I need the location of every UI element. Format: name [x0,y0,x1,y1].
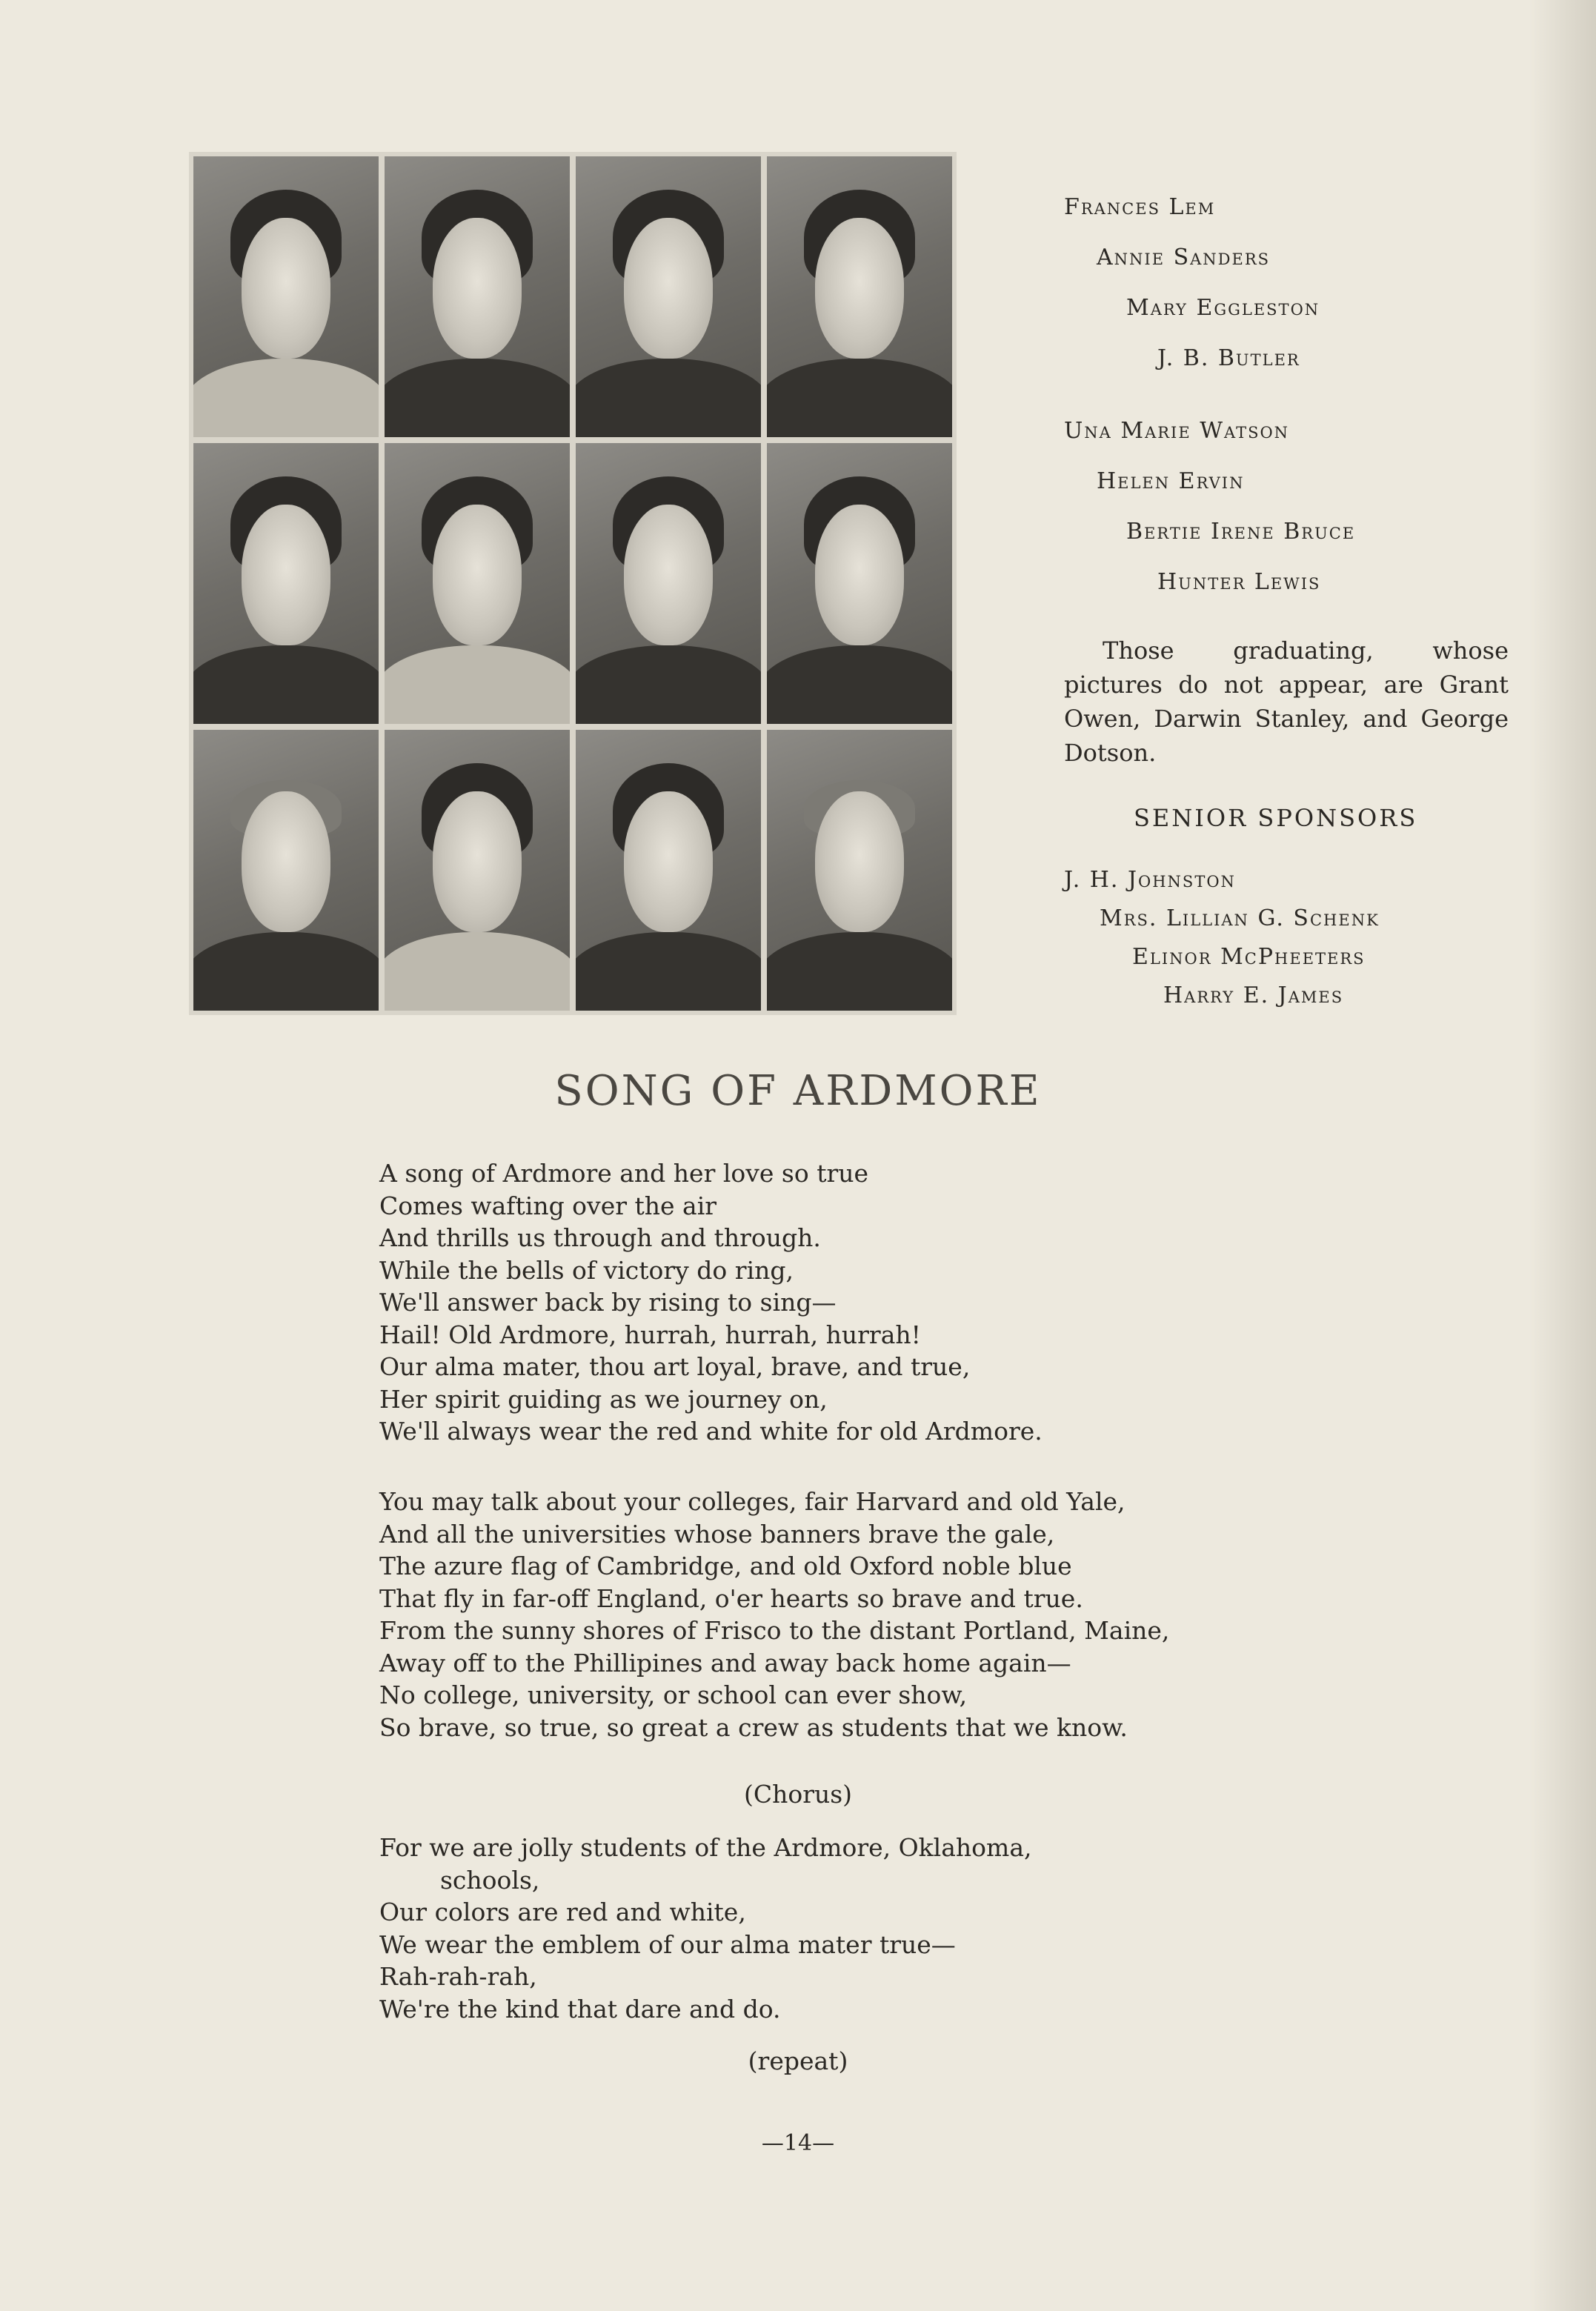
portrait-photo [385,730,570,1011]
senior-name: Mary Eggleston [1126,295,1320,321]
verse-line: A song of Ardmore and her love so true [379,1159,869,1188]
verse-line: The azure flag of Cambridge, and old Oxford noble blue [379,1552,1072,1580]
portrait-photo [767,156,952,437]
sponsor-name: Harry E. James [1163,982,1344,1008]
verse-line: Our alma mater, thou art loyal, brave, and true, [379,1352,971,1381]
song-chorus [379,1832,1343,2025]
verse-line: That fly in far-off England, o'er hearts so brave and true. [379,1583,1083,1613]
senior-name: Frances Lem [1064,194,1216,220]
verse-line: Comes wafting over the air [379,1191,717,1220]
verse-line: And all the universities whose banners brave the gale, [379,1519,1055,1549]
verse-line: While the bells of victory do ring, [379,1255,794,1285]
chorus-line: Our colors are red and white, [379,1898,746,1926]
verse-line: From the sunny shores of Frisco to the distant Portland, Maine, [379,1616,1170,1645]
chorus-line: For we are jolly students of the Ardmore, Oklahoma, [379,1833,1032,1862]
verse-line: You may talk about your colleges, fair Harvard and old Yale, [379,1487,1125,1516]
missing-pictures-note: Those graduating, whose pictures do not appear, are Grant Owen, Darwin Stanley, and George Dotson. [1064,636,1509,767]
portrait-photo [193,730,379,1011]
page-edge-shadow [1529,0,1596,2311]
sponsor-name: J. H. Johnston [1064,867,1236,893]
repeat-label: (repeat) [748,2046,848,2075]
verse-line: And thrills us through and through. [379,1223,821,1252]
senior-name: Helen Ervin [1097,468,1245,494]
sponsors-heading: SENIOR SPONSORS [1134,804,1418,832]
senior-name: J. B. Butler [1157,345,1300,371]
verse-line: Hail! Old Ardmore, hurrah, hurrah, hurrah! [379,1320,921,1349]
senior-name: Annie Sanders [1097,245,1271,270]
chorus-line: We wear the emblem of our alma mater true— [379,1929,956,1959]
portrait-photo [767,443,952,724]
verse-line: We'll answer back by rising to sing— [379,1288,837,1317]
verse-line: No college, university, or school can ever show, [379,1680,968,1709]
chorus-label: (Chorus) [743,1780,853,1809]
page-number: —14— [761,2130,835,2156]
portrait-grid [189,152,957,1015]
chorus-line: schools, [440,1865,540,1895]
portrait-photo [576,443,761,724]
verse-line: We'll always wear the red and white for old Ardmore. [379,1417,1043,1446]
sponsor-name: Elinor McPheeters [1132,944,1366,970]
verse-line: Her spirit guiding as we journey on, [379,1384,828,1414]
portrait-photo [385,156,570,437]
song-title: SONG OF ARDMORE [554,1067,1042,1115]
chorus-line: Rah-rah-rah, [379,1962,537,1991]
portrait-photo [767,730,952,1011]
senior-name: Bertie Irene Bruce [1126,519,1356,545]
portrait-photo [193,156,379,437]
portrait-photo [576,156,761,437]
portrait-photo [193,443,379,724]
portrait-photo [576,730,761,1011]
song-verse-1 [379,1157,1343,1448]
song-verse-2 [379,1486,1343,1743]
senior-name: Hunter Lewis [1157,569,1321,595]
sponsor-name: Mrs. Lillian G. Schenk [1100,905,1380,931]
portrait-photo [385,443,570,724]
senior-name: Una Marie Watson [1064,418,1290,444]
verse-line: Away off to the Phillipines and away back home again— [379,1648,1071,1677]
verse-line: So brave, so true, so great a crew as students that we know. [379,1712,1128,1742]
chorus-line: We're the kind that dare and do. [379,1994,781,2024]
